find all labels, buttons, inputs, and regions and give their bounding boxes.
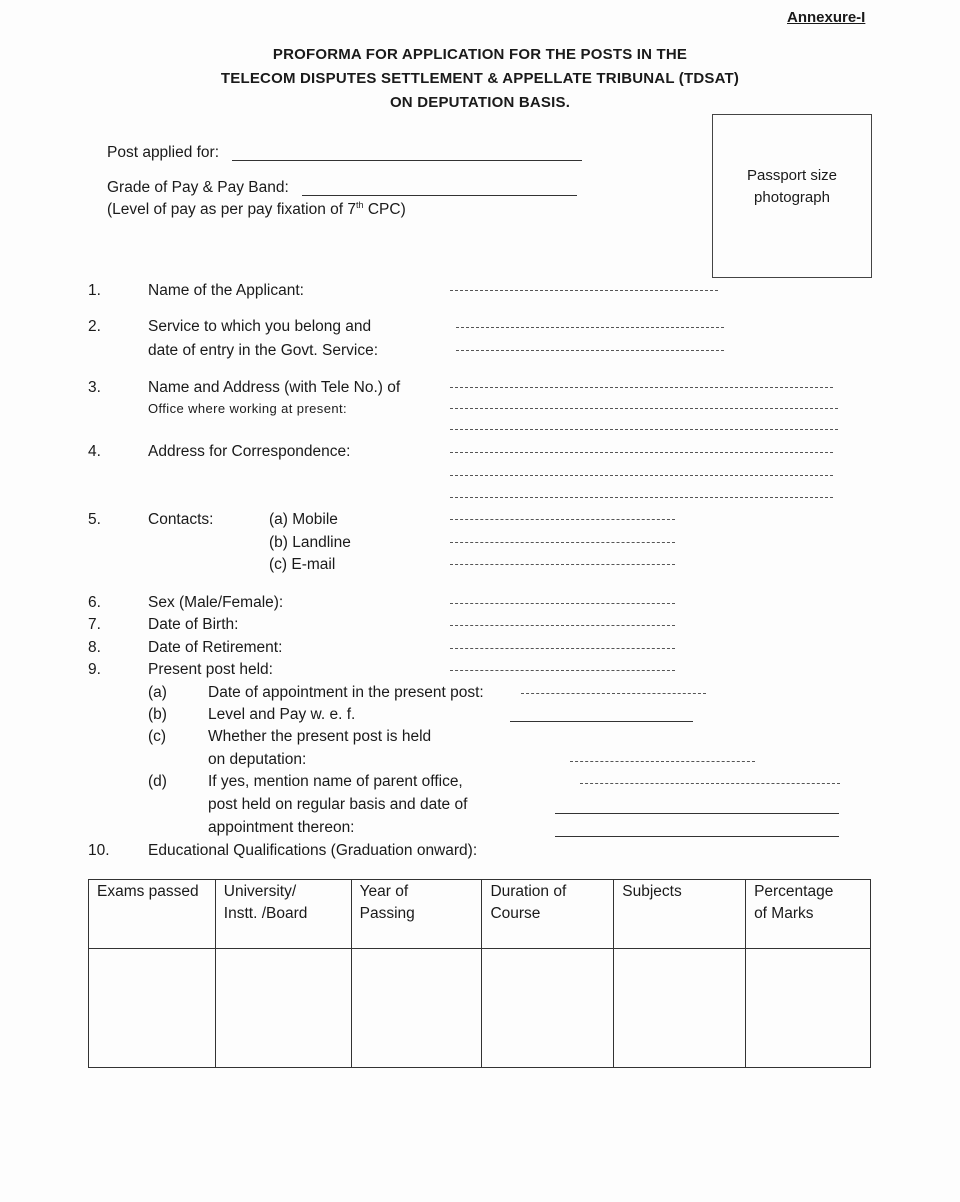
applicant-name-label: Name of the Applicant:	[148, 282, 304, 299]
education-label: Educational Qualifications (Graduation onward):	[148, 842, 478, 859]
service-field[interactable]	[456, 327, 724, 328]
post-applied-field[interactable]	[232, 160, 582, 161]
header-university: University/ Instt. /Board	[215, 880, 351, 949]
item-7-number: 7.	[88, 616, 101, 633]
item-9c-tag: (c)	[148, 728, 167, 745]
office-address-label-2: Office where working at present:	[148, 401, 347, 416]
appointment-date-label: Date of appointment in the present post:	[208, 684, 484, 701]
item-10-number: 10.	[88, 842, 110, 859]
table-cell-year[interactable]	[351, 949, 482, 1068]
annexure-label: Annexure-I	[787, 9, 866, 26]
parent-office-label-1: If yes, mention name of parent office,	[208, 773, 463, 790]
office-address-field-2[interactable]	[450, 408, 838, 409]
parent-office-field[interactable]	[580, 783, 840, 784]
sex-label: Sex (Male/Female):	[148, 594, 284, 611]
level-pay-field[interactable]	[510, 721, 693, 722]
item-3-number: 3.	[88, 379, 101, 396]
post-applied-label: Post applied for:	[107, 144, 220, 161]
contacts-label: Contacts:	[148, 511, 214, 528]
landline-label: (b) Landline	[269, 534, 351, 551]
correspondence-label: Address for Correspondence:	[148, 443, 351, 460]
appointment-thereon-field[interactable]	[555, 836, 839, 837]
retirement-field[interactable]	[450, 648, 675, 649]
present-post-field[interactable]	[450, 670, 675, 671]
table-header-row	[89, 880, 871, 949]
sex-field[interactable]	[450, 603, 675, 604]
landline-field[interactable]	[450, 542, 675, 543]
item-6-number: 6.	[88, 594, 101, 611]
table-row	[89, 949, 871, 1068]
service-label-2: date of entry in the Govt. Service:	[148, 342, 379, 359]
level-note: (Level of pay as per pay fixation of 7th CPC)	[107, 199, 406, 218]
photo-box-text: Passport size photograph	[746, 167, 838, 206]
header-year-of-passing: Year of Passing	[351, 880, 482, 949]
retirement-label: Date of Retirement:	[148, 639, 283, 656]
deputation-label-2: on deputation:	[208, 751, 307, 768]
parent-office-label-3: appointment thereon:	[208, 819, 355, 836]
dob-label: Date of Birth:	[148, 616, 239, 633]
table-cell-duration[interactable]	[482, 949, 614, 1068]
item-8-number: 8.	[88, 639, 101, 656]
deputation-label-1: Whether the present post is held	[208, 728, 432, 745]
regular-post-field[interactable]	[555, 813, 839, 814]
item-5-number: 5.	[88, 511, 101, 528]
table-cell-exams[interactable]	[89, 949, 216, 1068]
item-4-number: 4.	[88, 443, 101, 460]
form-title-line-1: PROFORMA FOR APPLICATION FOR THE POSTS IN THE	[272, 46, 688, 63]
office-address-field-1[interactable]	[450, 387, 833, 388]
header-exams-passed: Exams passed	[89, 880, 216, 949]
item-9-number: 9.	[88, 661, 101, 678]
present-post-label: Present post held:	[148, 661, 273, 678]
correspondence-field-1[interactable]	[450, 452, 833, 453]
govt-entry-date-field[interactable]	[456, 350, 724, 351]
office-address-label-1: Name and Address (with Tele No.) of	[148, 379, 401, 396]
level-pay-label: Level and Pay w. e. f.	[208, 706, 356, 723]
item-9a-tag: (a)	[148, 684, 167, 701]
dob-field[interactable]	[450, 625, 675, 626]
grade-pay-field[interactable]	[302, 195, 577, 196]
service-label-1: Service to which you belong and	[148, 318, 372, 335]
item-9b-tag: (b)	[148, 706, 167, 723]
office-address-field-3[interactable]	[450, 429, 838, 430]
item-9d-tag: (d)	[148, 773, 167, 790]
table-cell-subjects[interactable]	[614, 949, 746, 1068]
header-percentage: Percentage of Marks	[746, 880, 871, 949]
header-duration: Duration of Course	[482, 880, 614, 949]
correspondence-field-3[interactable]	[450, 497, 833, 498]
header-subjects: Subjects	[614, 880, 746, 949]
item-1-number: 1.	[88, 282, 101, 299]
appointment-date-field[interactable]	[521, 693, 706, 694]
mobile-label: (a) Mobile	[269, 511, 338, 528]
form-title-line-2: TELECOM DISPUTES SETTLEMENT & APPELLATE TRIBUNAL (TDSAT)	[220, 70, 740, 87]
grade-pay-label: Grade of Pay & Pay Band:	[107, 179, 289, 196]
mobile-field[interactable]	[450, 519, 675, 520]
correspondence-field-2[interactable]	[450, 475, 833, 476]
table-cell-university[interactable]	[215, 949, 351, 1068]
item-2-number: 2.	[88, 318, 101, 335]
education-table	[88, 879, 871, 1068]
parent-office-label-2: post held on regular basis and date of	[208, 796, 468, 813]
email-field[interactable]	[450, 564, 675, 565]
email-label: (c) E-mail	[269, 556, 336, 573]
form-title-line-3: ON DEPUTATION BASIS.	[389, 94, 571, 111]
applicant-name-field[interactable]	[450, 290, 718, 291]
deputation-field[interactable]	[570, 761, 755, 762]
table-cell-percentage[interactable]	[746, 949, 871, 1068]
passport-photo-box[interactable]	[712, 114, 872, 278]
